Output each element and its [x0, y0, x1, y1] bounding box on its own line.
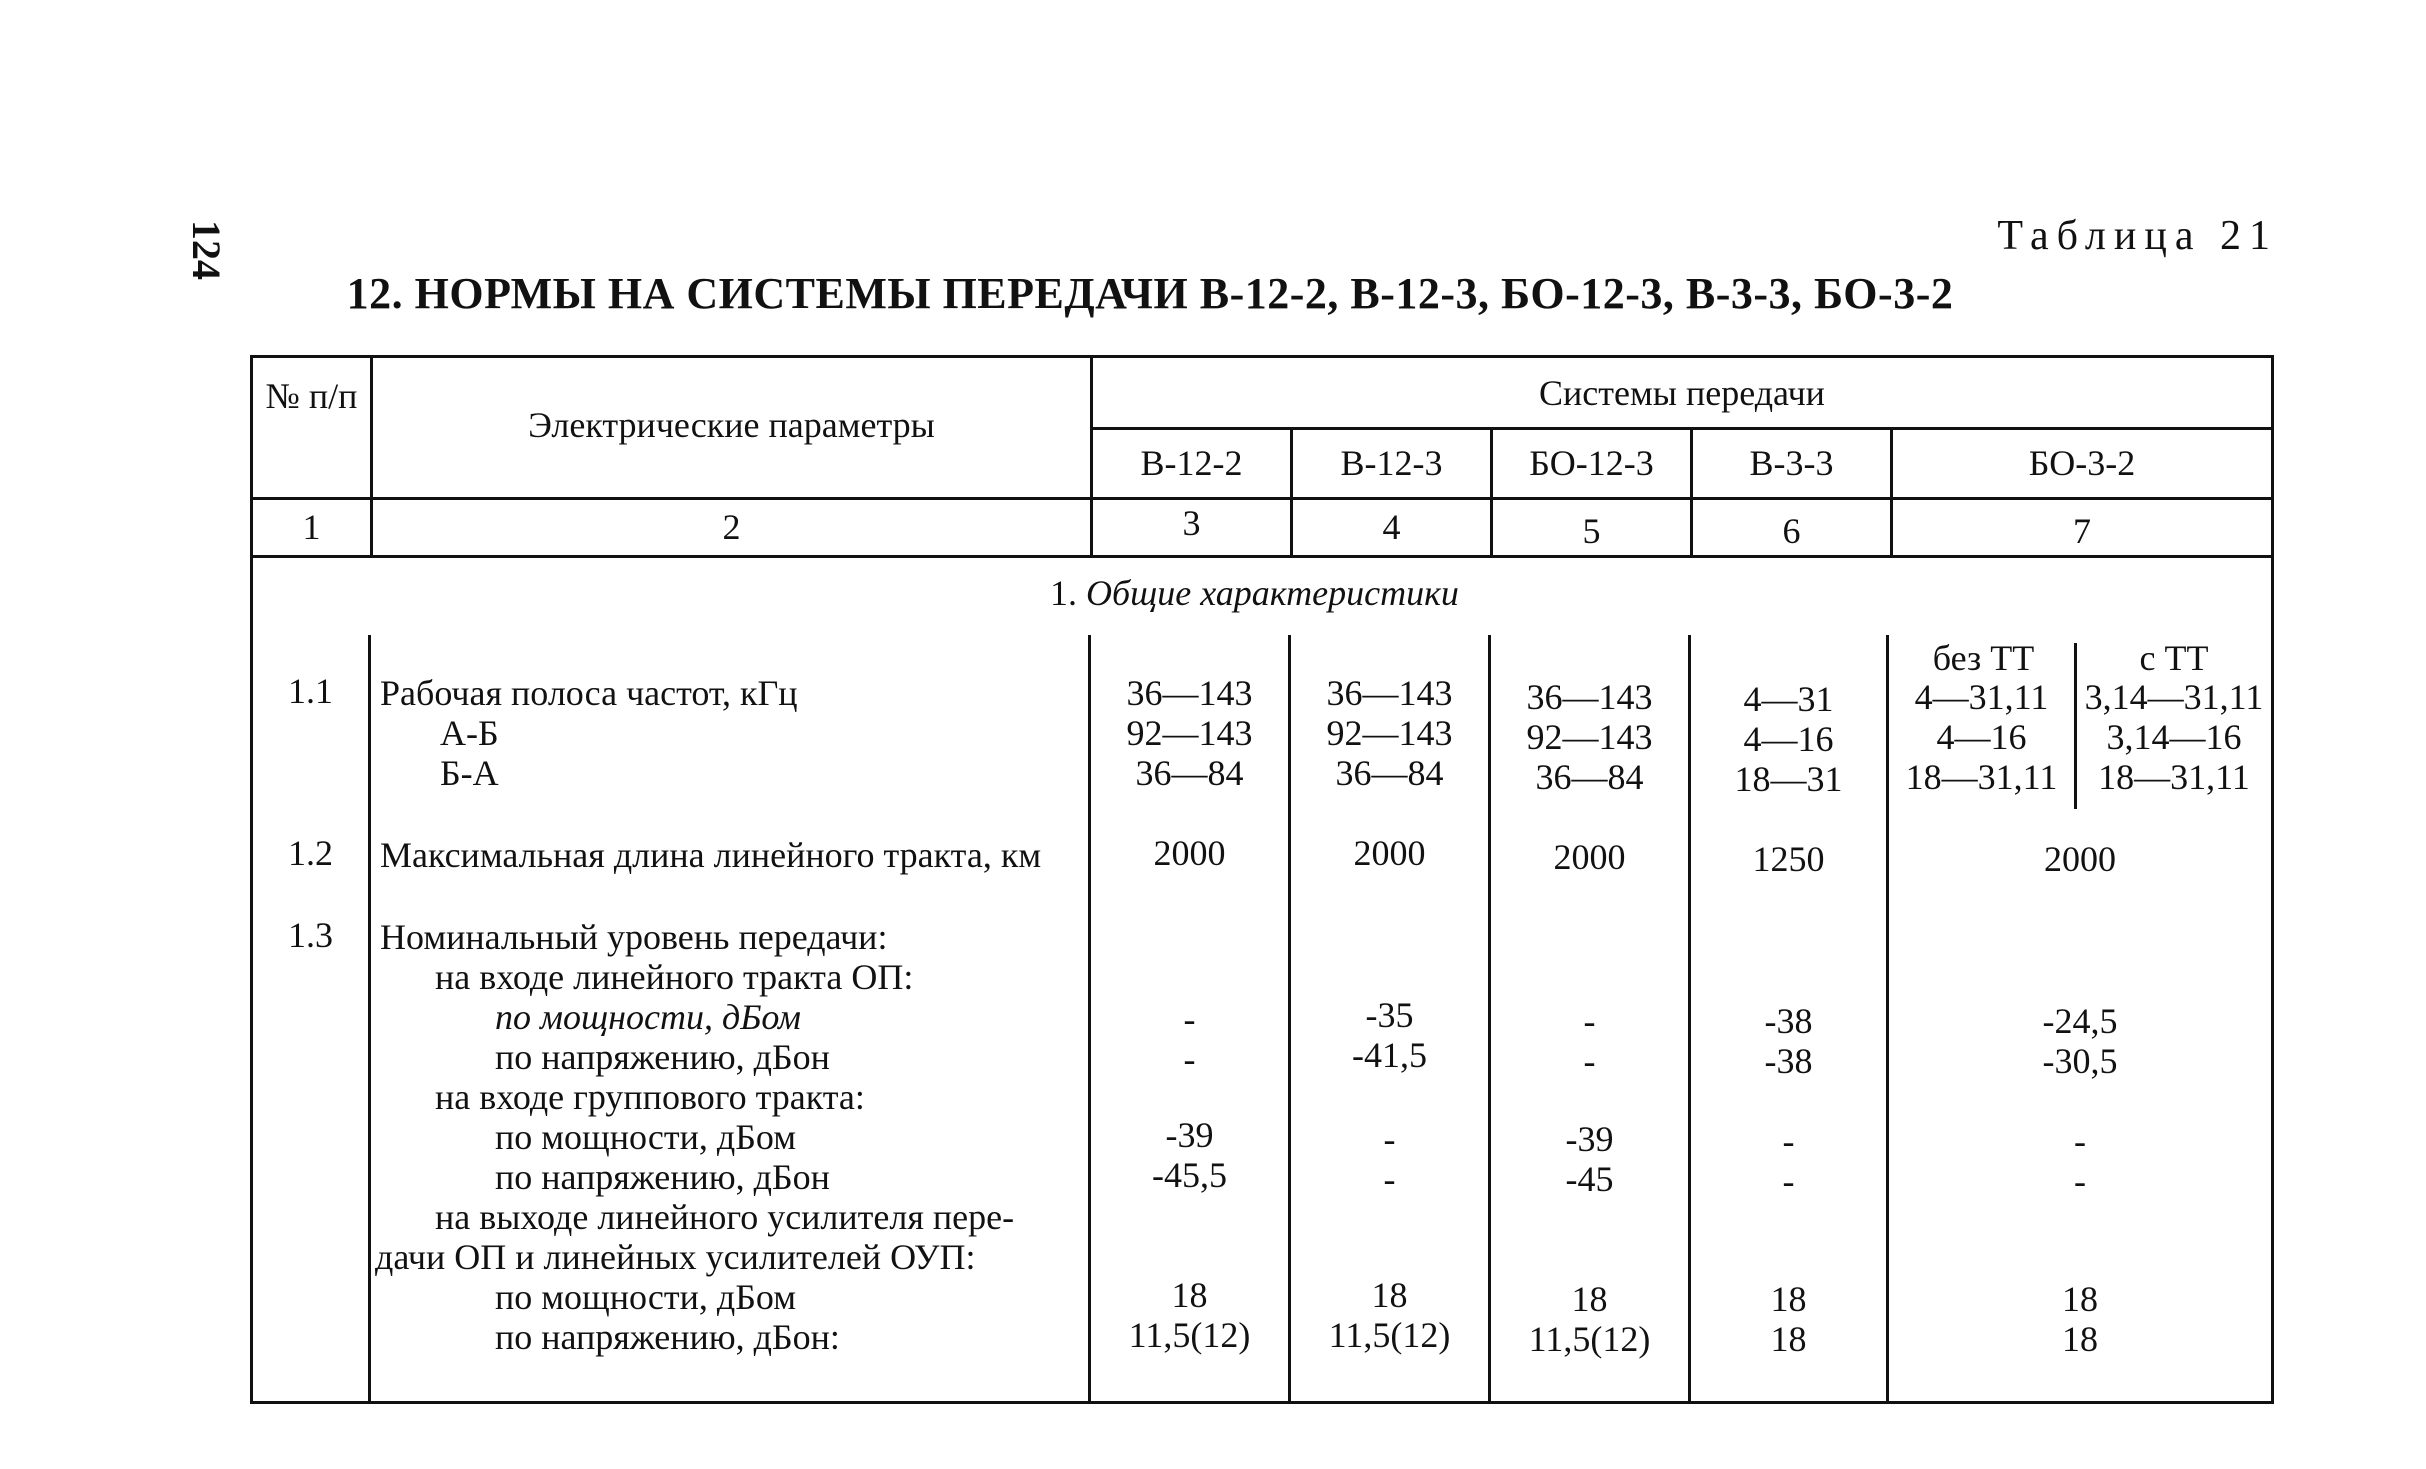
r13-g1p-v3-3: -38: [1764, 1001, 1813, 1041]
r11-v12-3-ab: 92—143: [1326, 713, 1453, 753]
r12-bo3-2: 2000: [2044, 839, 2116, 879]
r13-g1v-v12-3: -41,5: [1352, 1035, 1427, 1075]
r11-v12-3-total: 36—143: [1326, 673, 1453, 713]
page-number: 124: [184, 220, 229, 280]
r13-g3v-bo12-3: 11,5(12): [1528, 1319, 1651, 1359]
colnum-7: 7: [2073, 511, 2091, 551]
colnum-2: 2: [722, 507, 741, 547]
r13-g1v-v12-2: -: [1183, 1039, 1196, 1079]
row-1-2-number: 1.2: [288, 833, 333, 873]
r13-g1v-bo3-2: -30,5: [2042, 1041, 2118, 1081]
r13-g3p-bo12-3: 18: [1571, 1279, 1608, 1319]
r11-v3-3-total: 4—31: [1743, 679, 1834, 719]
bo32-subheader-s-tt: с ТТ: [2139, 638, 2209, 678]
row-1-2-label: Максимальная длина линейного тракта, км: [380, 835, 1042, 875]
row-1-3-group3-voltage: по напряжению, дБон:: [495, 1317, 840, 1357]
r12-v12-2: 2000: [1153, 833, 1226, 873]
header-col-params: Электрические параметры: [528, 405, 935, 445]
row-1-3-group3-line2: дачи ОП и линейных усилителей ОУП:: [375, 1237, 976, 1277]
r13-g3p-v12-2: 18: [1171, 1275, 1208, 1315]
row-1-3-label: Номинальный уровень передачи:: [380, 917, 888, 957]
r13-g2p-bo12-3: -39: [1565, 1119, 1614, 1159]
r13-g1p-v12-3: -35: [1365, 995, 1414, 1035]
r13-g2p-v3-3: -: [1782, 1121, 1795, 1161]
header-systems-title: Системы передачи: [1539, 373, 1825, 413]
colnum-6: 6: [1782, 511, 1801, 551]
r13-g1v-v3-3: -38: [1764, 1041, 1813, 1081]
row-1-1-sub-ba: Б-А: [440, 753, 499, 793]
r12-bo12-3: 2000: [1553, 837, 1626, 877]
row-1-3-number: 1.3: [288, 915, 333, 955]
colnum-divider: [250, 555, 2274, 558]
r13-g2v-v12-3: -: [1383, 1159, 1396, 1199]
row-1-3-group1: на входе линейного тракта ОП:: [435, 957, 914, 997]
r13-g3v-v12-3: 11,5(12): [1328, 1315, 1451, 1355]
r13-g2v-v3-3: -: [1782, 1161, 1795, 1201]
body-divider-1: [368, 635, 371, 1402]
row-1-1-sub-ab: А-Б: [440, 713, 499, 753]
r13-g3v-v3-3: 18: [1770, 1319, 1807, 1359]
section-title-text: Общие характеристики: [1086, 573, 1459, 613]
r13-g3p-bo3-2: 18: [2062, 1279, 2098, 1319]
r13-g2p-bo3-2: -: [2074, 1121, 2086, 1161]
r13-g3p-v3-3: 18: [1770, 1279, 1807, 1319]
header-system-bo3-2: БО-3-2: [2028, 443, 2136, 483]
r12-v3-3: 1250: [1752, 839, 1825, 879]
colnum-5: 5: [1582, 511, 1601, 551]
colnum-4: 4: [1382, 507, 1401, 547]
systems-title-divider: [1090, 427, 2274, 430]
header-system-v3-3: В-3-3: [1749, 443, 1834, 483]
r11-v12-2-ab: 92—143: [1126, 713, 1253, 753]
r12-v12-3: 2000: [1353, 833, 1426, 873]
row-1-3-group3-line1: на выходе линейного усилителя пере-: [435, 1197, 1015, 1237]
r13-g2p-v12-3: -: [1383, 1119, 1396, 1159]
r11-bo3-2-bez-ab: 4—16: [1936, 717, 2027, 757]
r11-bo3-2-bez-ba: 18—31,11: [1905, 757, 2058, 797]
r13-g1p-v12-2: -: [1183, 999, 1196, 1039]
r11-bo3-2-s-ba: 18—31,11: [2098, 757, 2250, 797]
header-system-v12-2: В-12-2: [1140, 443, 1243, 483]
table-border-top: [250, 355, 2274, 358]
section-title: [1050, 573, 1459, 613]
row-1-3-group3-power: по мощности, дБом: [495, 1277, 796, 1317]
table-border-right: [2271, 355, 2274, 1404]
row-1-3-group1-voltage: по напряжению, дБон: [495, 1037, 830, 1077]
row-1-3-group2: на входе группового тракта:: [435, 1077, 865, 1117]
row-1-3-group1-power: по мощности, дБом: [495, 997, 802, 1037]
r11-bo3-2-s-ab: 3,14—16: [2106, 717, 2242, 757]
header-system-bo12-3: БО-12-3: [1529, 443, 1654, 483]
r13-g2v-bo12-3: -45: [1565, 1159, 1614, 1199]
r13-g2p-v12-2: -39: [1165, 1115, 1214, 1155]
page-title: 12. НОРМЫ НА СИСТЕМЫ ПЕРЕДАЧИ В-12-2, В-12-3, БО-12-3, В-3-3, БО-3-2: [346, 269, 1954, 318]
colnum-3: 3: [1182, 503, 1201, 543]
r11-bo3-2-s-total: 3,14—31,11: [2084, 677, 2264, 717]
r11-v12-2-ba: 36—84: [1135, 753, 1244, 793]
r11-v3-3-ab: 4—16: [1743, 719, 1834, 759]
header-col-number: № п/п: [265, 376, 358, 416]
r11-v12-3-ba: 36—84: [1335, 753, 1444, 793]
r13-g1p-bo12-3: -: [1583, 1001, 1596, 1041]
bo32-subheader-bez-tt: без ТТ: [1932, 638, 2035, 678]
header-divider: [250, 497, 2274, 500]
r13-g3v-bo3-2: 18: [2062, 1319, 2098, 1359]
header-system-v12-3: В-12-3: [1340, 443, 1443, 483]
r11-bo12-3-total: 36—143: [1526, 677, 1653, 717]
r11-bo12-3-ba: 36—84: [1535, 757, 1644, 797]
row-1-1-number: 1.1: [288, 671, 333, 711]
section-number: 1.: [1050, 573, 1077, 613]
r11-v3-3-ba: 18—31: [1734, 759, 1843, 799]
norms-table: [250, 355, 2274, 1405]
r13-g1p-bo3-2: -24,5: [2042, 1001, 2118, 1041]
r11-v12-2-total: 36—143: [1126, 673, 1253, 713]
r13-g3p-v12-3: 18: [1371, 1275, 1408, 1315]
r11-bo3-2-bez-total: 4—31,11: [1914, 677, 2049, 717]
table-border-bottom: [250, 1401, 2274, 1404]
row-1-1-label: Рабочая полоса частот, кГц: [380, 673, 798, 713]
table-label: Таблица 21: [1997, 213, 2278, 259]
colnum-1: 1: [302, 507, 321, 547]
r13-g2v-bo3-2: -: [2074, 1161, 2086, 1201]
r13-g2v-v12-2: -45,5: [1152, 1155, 1227, 1195]
row-1-3-group2-voltage: по напряжению, дБон: [495, 1157, 830, 1197]
r11-bo12-3-ab: 92—143: [1526, 717, 1653, 757]
row-1-3-group2-power: по мощности, дБом: [495, 1117, 796, 1157]
r13-g3v-v12-2: 11,5(12): [1128, 1315, 1251, 1355]
r13-g1v-bo12-3: -: [1583, 1041, 1596, 1081]
